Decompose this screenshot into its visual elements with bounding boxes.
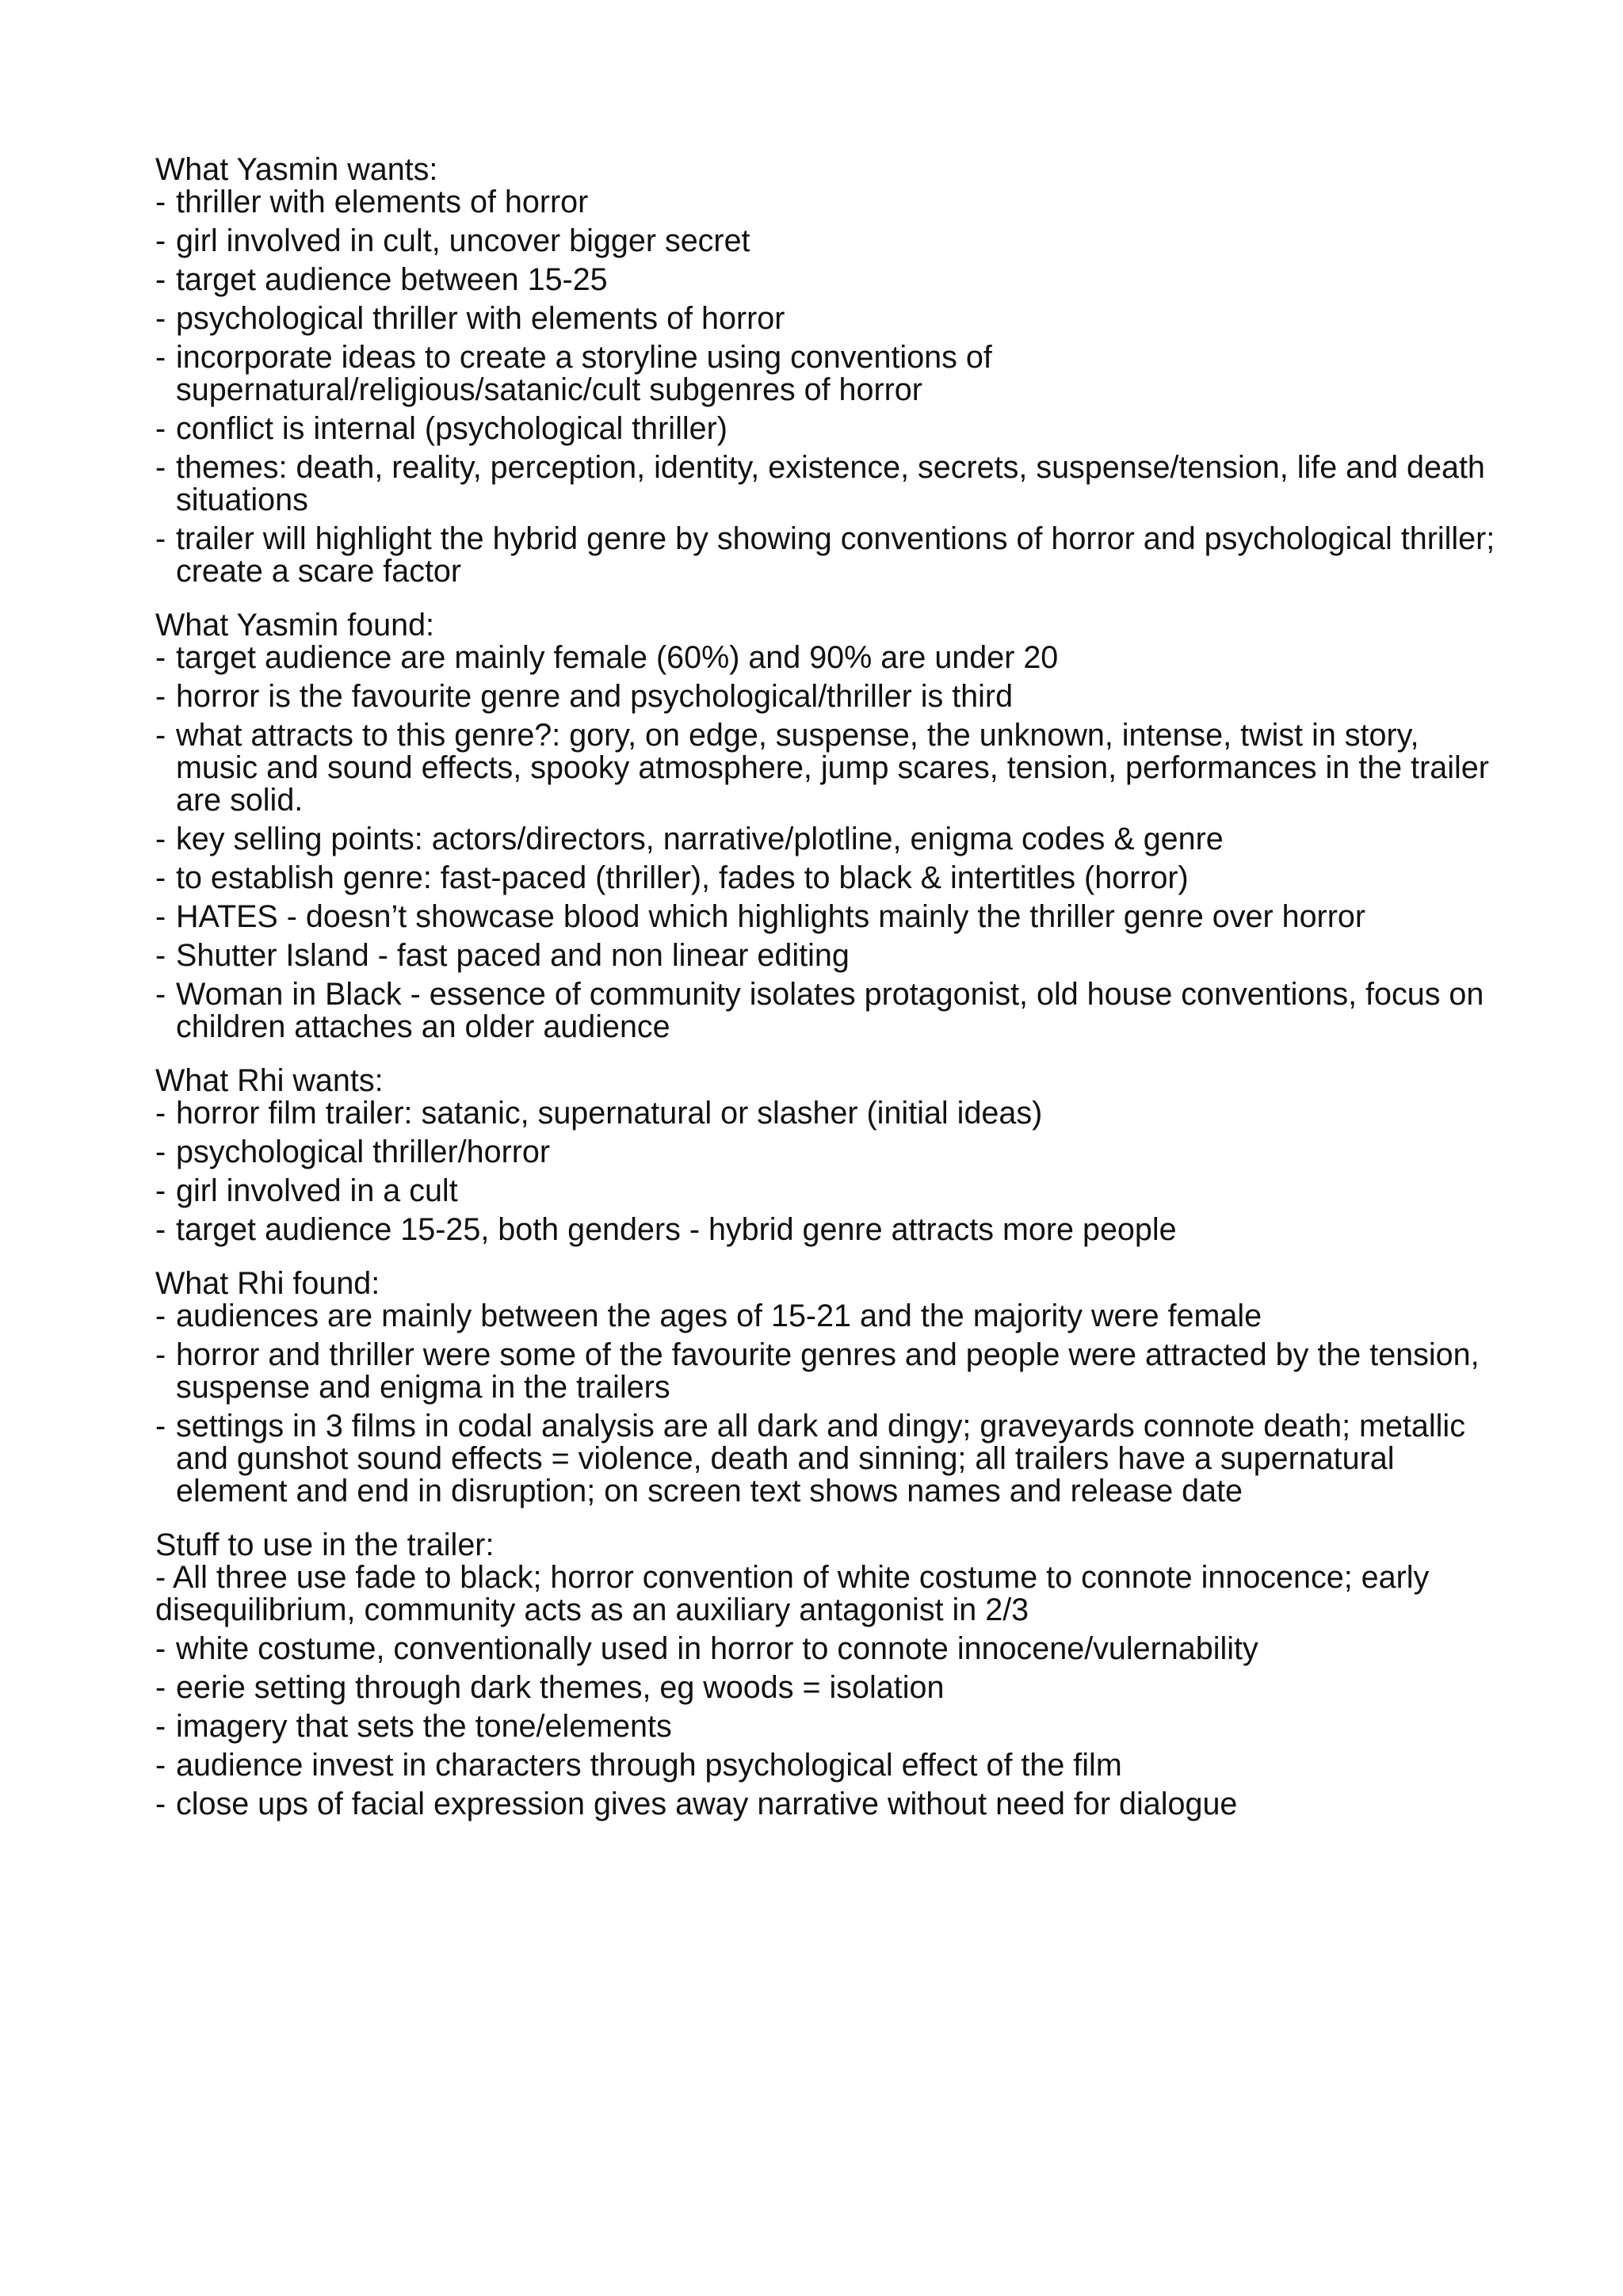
section-yasmin-found [155,609,1503,1043]
bullet-dash: - [155,718,166,753]
bullet-dash: - [155,185,166,219]
list-item [155,1633,1503,1665]
bullet-dash: - [155,1560,166,1595]
bullet-dash: - [155,1787,166,1821]
list-item-text: psychological thriller with elements of horror [176,301,785,336]
document-content [155,154,1503,1842]
bullet-dash: - [155,262,166,297]
list-item [155,1410,1503,1508]
bullet-dash: - [155,679,166,714]
bullet-list [155,1562,1503,1821]
list-item-text: horror and thriller were some of the favourite genres and people were attracted by the tension, suspense and enigma in the trailers [176,1337,1480,1405]
list-item [155,264,1503,296]
list-item [155,1749,1503,1782]
section-stuff-to-use [155,1529,1503,1821]
bullet-dash: - [155,1670,166,1705]
bullet-dash: - [155,340,166,375]
bullet-dash: - [155,223,166,258]
list-item [155,978,1503,1043]
section-rhi-found [155,1268,1503,1508]
list-item-text: themes: death, reality, perception, identity, existence, secrets, suspense/tension, life and death situations [176,450,1485,517]
list-item [155,523,1503,588]
list-item [155,225,1503,257]
bullet-dash: - [155,899,166,934]
list-item [155,823,1503,856]
list-item-text: HATES - doesn’t showcase blood which highlights mainly the thriller genre over horror [176,899,1365,934]
list-item-text: horror is the favourite genre and psychological/thriller is third [176,679,1014,714]
bullet-list [155,642,1503,1043]
list-item [155,1136,1503,1169]
bullet-dash: - [155,1096,166,1131]
list-item-text: thriller with elements of horror [176,185,589,219]
bullet-dash: - [155,640,166,675]
list-item [155,413,1503,445]
section-heading: What Yasmin found: [155,608,435,643]
list-item [155,341,1071,406]
bullet-dash: - [155,938,166,973]
list-item-text: All three use fade to black; horror convention of white costume to connote innocence; early disequilibrium, community acts as an auxiliary antagonist in 2/3 [155,1560,1430,1627]
bullet-dash: - [155,1173,166,1208]
bullet-dash: - [155,860,166,895]
list-item [155,940,1503,972]
section-yasmin-wants [155,154,1503,588]
list-item-text: audiences are mainly between the ages of 15-21 and the majority were female [176,1299,1262,1333]
bullet-dash: - [155,1748,166,1783]
bullet-dash: - [155,1212,166,1247]
list-item-text: target audience 15-25, both genders - hybrid genre attracts more people [176,1212,1177,1247]
list-item-text: Woman in Black - essence of community isolates protagonist, old house conventions, focus on children attaches an older audience [176,977,1484,1044]
list-item [155,1175,1503,1207]
list-item [155,1339,1503,1404]
list-item [155,1097,1503,1130]
list-item-text: imagery that sets the tone/elements [176,1709,672,1744]
list-item-text: Shutter Island - fast paced and non linear editing [176,938,850,973]
list-item-text: girl involved in cult, uncover bigger secret [176,223,750,258]
section-rhi-wants [155,1065,1503,1246]
bullet-dash: - [155,1135,166,1169]
list-item [155,1711,1503,1743]
bullet-dash: - [155,977,166,1012]
bullet-list [155,186,1503,588]
bullet-dash: - [155,1709,166,1744]
list-item [155,1562,1503,1627]
list-item-text: close ups of facial expression gives away narrative without need for dialogue [176,1787,1238,1821]
section-heading: Stuff to use in the trailer: [155,1527,495,1562]
bullet-dash: - [155,1337,166,1372]
bullet-dash: - [155,411,166,446]
list-item [155,452,1503,517]
list-item [155,719,1503,817]
list-item-text: conflict is internal (psychological thriller) [176,411,727,446]
list-item [155,303,1503,335]
bullet-dash: - [155,822,166,856]
list-item [155,901,1503,933]
list-item [155,642,1503,674]
section-heading: What Rhi found: [155,1266,380,1301]
list-item-text: white costume, conventionally used in horror to connote innocene/vulernability [176,1631,1258,1666]
list-item-text: settings in 3 films in codal analysis are all dark and dingy; graveyards connote death; metallic and gunshot sound effects = violence, death and sinning; all trailers have a supernatural element and end in disruption; on screen text shows names and release date [176,1409,1465,1508]
list-item [155,186,1503,219]
section-heading: What Yasmin wants: [155,152,438,187]
list-item-text: what attracts to this genre?: gory, on edge, suspense, the unknown, intense, twist in story, music and sound effects, spooky atmosphere, jump scares, tension, performances in the trailer are solid. [176,718,1489,818]
list-item-text: incorporate ideas to create a storyline using conventions of supernatural/religious/satanic/cult subgenres of horror [176,340,992,407]
bullet-dash: - [155,301,166,336]
bullet-list [155,1300,1503,1508]
list-item [155,1788,1503,1821]
list-item-text: eerie setting through dark themes, eg woods = isolation [176,1670,945,1705]
list-item [155,1672,1503,1704]
list-item [155,1214,1503,1246]
list-item-text: target audience between 15-25 [176,262,608,297]
bullet-dash: - [155,1299,166,1333]
list-item [155,862,1503,894]
list-item-text: key selling points: actors/directors, narrative/plotline, enigma codes & genre [176,822,1224,856]
section-heading: What Rhi wants: [155,1063,384,1098]
list-item-text: audience invest in characters through psychological effect of the film [176,1748,1122,1783]
list-item-text: horror film trailer: satanic, supernatural or slasher (initial ideas) [176,1096,1043,1131]
list-item [155,681,1503,713]
bullet-list [155,1097,1503,1246]
list-item [155,1300,1503,1333]
bullet-dash: - [155,450,166,485]
list-item-text: target audience are mainly female (60%) and 90% are under 20 [176,640,1059,675]
bullet-dash: - [155,1631,166,1666]
list-item-text: trailer will highlight the hybrid genre by showing conventions of horror and psychological thriller; create a scare factor [176,521,1495,589]
list-item-text: psychological thriller/horror [176,1135,550,1169]
list-item-text: girl involved in a cult [176,1173,458,1208]
bullet-dash: - [155,1409,166,1444]
list-item-text: to establish genre: fast-paced (thriller), fades to black & intertitles (horror) [176,860,1189,895]
bullet-dash: - [155,521,166,556]
